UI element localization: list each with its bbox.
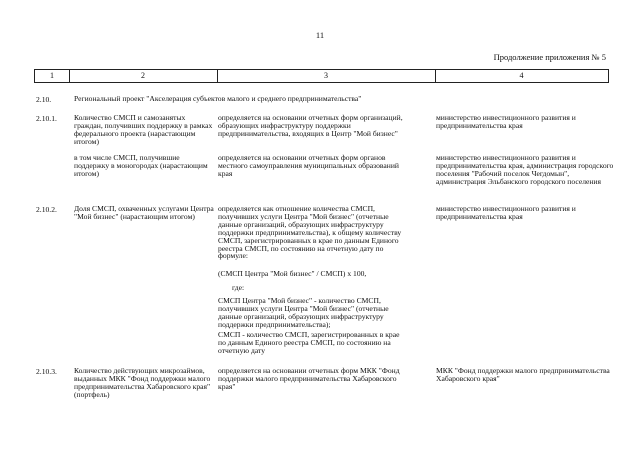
row-method: определяется как отношение количества СМСП, получивших услуги Центра "Мой бизнес" (отчетные данные организаций, образующих инфраструктуру поддержки предпринимательства), к общему количеству СМСП, зарегистрированных в крае по данным Единого реестра СМСП, по состоянию на отчетную дату по формуле: (218, 204, 402, 261)
row-method: определяется на основании отчетных форм МКК "Фонд поддержки малого предпринимательства Хабаровского края" (218, 366, 400, 391)
section-number: 2.10. (36, 95, 52, 104)
row-number: 2.10.2. (36, 205, 57, 214)
row-method: определяется на основании отчетных форм организаций, образующих инфраструктуру поддержки предпринимательства, входящих в Центр "Мой бизнес" (218, 113, 403, 138)
row-responsible: МКК "Фонд поддержки малого предпринимательства Хабаровского края" (436, 366, 610, 383)
row-number: 2.10.1. (36, 114, 57, 123)
row-responsible: министерство инвестиционного развития и предпринимательства края, администрация городского поселения "Рабочий поселок Чегдомын", администрация Эльбанского городского поселения (436, 153, 614, 186)
table-header (34, 69, 609, 83)
page-number: 11 (315, 30, 325, 40)
header-col-2: 2 (141, 71, 145, 80)
row-formula-where: где: (232, 283, 245, 292)
section-title: Региональный проект "Акселерация субъектов малого и среднего предпринимательства" (74, 94, 362, 103)
row-responsible: министерство инвестиционного развития и предпринимательства края (436, 204, 576, 221)
row-method: определяется на основании отчетных форм органов местного самоуправления муниципальных образований края (218, 153, 399, 178)
header-col-1: 1 (50, 71, 54, 80)
row-definition: СМСП Центра "Мой бизнес" - количество СМСП, получивших услуги Центра "Мой бизнес" (отчетные данные организаций, образующих инфраструктуру поддержки предпринимательства); (218, 296, 389, 329)
header-col-3: 3 (324, 71, 328, 80)
row-indicator: Количество СМСП и самозанятых граждан, получивших поддержку в рамках федерального проекта (нарастающим итогом) (74, 113, 213, 146)
row-indicator: Количество действующих микрозаймов, выданных МКК "Фонд поддержки малого предпринимательства Хабаровского края" (портфель) (74, 366, 211, 399)
row-indicator: Доля СМСП, охваченных услугами Центра "Мой бизнес" (нарастающим итогом) (74, 204, 214, 221)
row-formula: (СМСП Центра "Мой бизнес" / СМСП) x 100, (218, 269, 367, 278)
continuation-label: Продолжение приложения № 5 (493, 52, 606, 62)
row-number: 2.10.3. (36, 367, 57, 376)
row-definition: СМСП - количество СМСП, зарегистрированных в крае по данным Единого реестра СМСП, по состоянию на отчетную дату (218, 330, 400, 355)
row-indicator: в том числе СМСП, получившие поддержку в моногородах (нарастающим итогом) (74, 153, 208, 178)
header-col-4: 4 (519, 71, 524, 80)
row-responsible: министерство инвестиционного развития и предпринимательства края (436, 113, 576, 130)
